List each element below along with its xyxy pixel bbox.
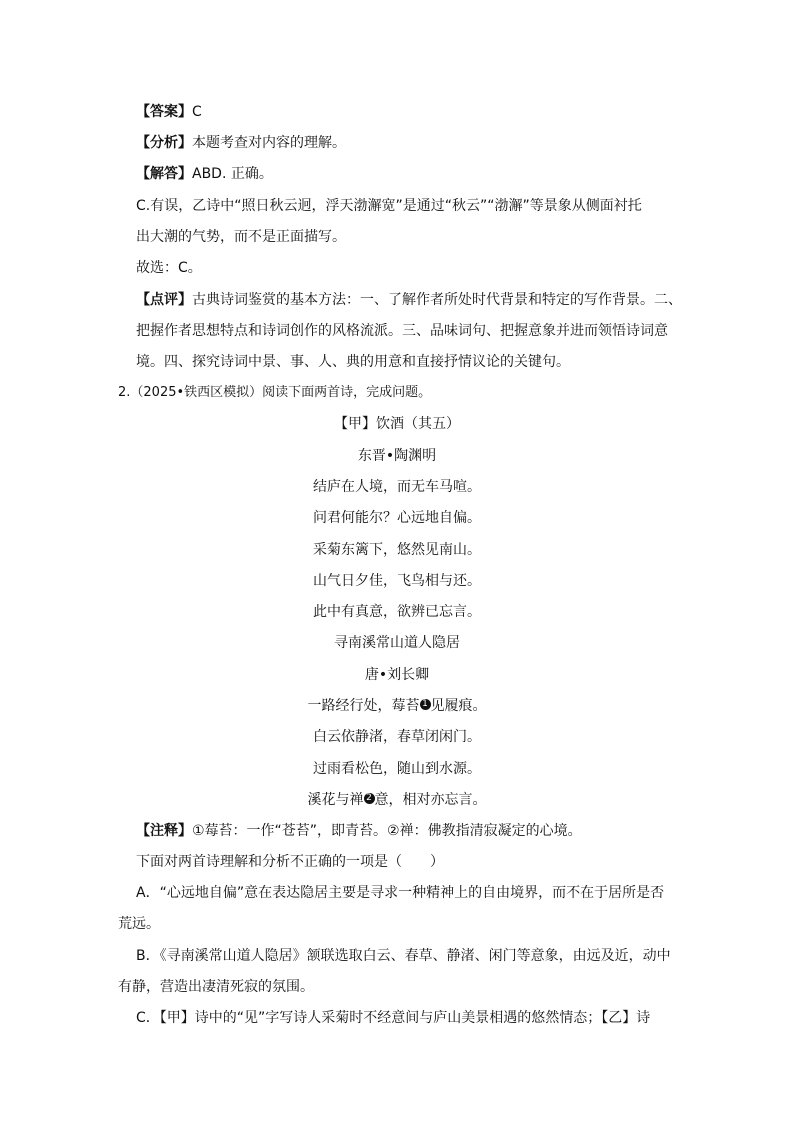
question-stem: 下面对两首诗理解和分析不正确的一项是（ ） [136, 854, 444, 870]
option-c-line1: C．【甲】诗中的“见”字写诗人采菊时不经意间与庐山美景相遇的悠然情态；【乙】诗 [136, 1010, 651, 1026]
footnote-marker-1: 1 [420, 699, 431, 710]
option-a-line2: 荒远。 [118, 916, 160, 932]
answer-line [136, 103, 202, 121]
poem2-line [0, 791, 794, 809]
note-line [136, 822, 582, 840]
comment-line1 [136, 291, 682, 309]
poem1-line: 采菊东篱下，悠然见南山。 [313, 542, 481, 558]
poem2-line4-part2: 意，相对亦忘言。 [374, 792, 487, 808]
solution-text: ABD. 正确。 [192, 166, 273, 182]
answer-tag: 【答案】 [136, 104, 192, 120]
poem1-line: 结庐在人境，而无车马喧。 [313, 479, 481, 495]
solution-line [136, 165, 273, 183]
comment-tag: 【点评】 [136, 292, 192, 308]
poem1-title: 【甲】饮酒（其五） [334, 416, 460, 432]
option-c-explanation-line1: C.有误，乙诗中“照日秋云迥，浮天渤澥宽”是通过“秋云”“渤澥”等景象从侧面衬托 [136, 198, 642, 214]
choice-line: 故选：C。 [136, 260, 202, 276]
poem2-line [0, 697, 794, 715]
option-b-line1: B．《寻南溪常山道人隐居》颔联选取白云、春草、静渚、闲门等意象，由远及近，动中 [136, 948, 671, 964]
analysis-tag: 【分析】 [136, 135, 192, 151]
option-b-line2: 有静，营造出凄清死寂的氛围。 [118, 979, 314, 995]
option-c-explanation-line2: 出大潮的气势，而不是正面描写。 [136, 229, 346, 245]
poem1-author: 东晋•陶渊明 [357, 448, 437, 464]
comment-line2: 把握作者思想特点和诗词创作的风格流派。三、品味词句、把握意象并进而领悟诗词意 [136, 323, 668, 339]
answer-text: C [192, 104, 202, 120]
analysis-line [136, 134, 346, 152]
poem2-title: 寻南溪常山道人隐居 [334, 635, 460, 651]
analysis-text: 本题考查对内容的理解。 [192, 135, 346, 151]
poem1-line: 山气日夕佳，飞鸟相与还。 [313, 573, 481, 589]
poem2-line1-part1: 一路经行处，莓苔 [307, 698, 420, 714]
poem2-line4-part1: 溪花与禅 [307, 792, 364, 808]
poem1-line: 此中有真意，欲辨已忘言。 [313, 604, 481, 620]
note-text: ①莓苔：一作“苍苔”，即青苔。②禅：佛教指清寂凝定的心境。 [192, 823, 582, 839]
poem1-line: 问君何能尔？心远地自偏。 [313, 510, 481, 526]
poem2-line: 白云依静渚，春草闭闲门。 [313, 729, 481, 745]
poem2-line1-part2: 见履痕。 [430, 698, 487, 714]
question-2-header: 2.（2025•铁西区模拟）阅读下面两首诗，完成问题。 [118, 385, 432, 400]
comment-line3: 境。四、探究诗词中景、事、人、典的用意和直接抒情议论的关键句。 [136, 354, 570, 370]
footnote-marker-2: 2 [364, 793, 375, 804]
solution-tag: 【解答】 [136, 166, 192, 182]
poem2-line: 过雨看松色，随山到水源。 [313, 761, 481, 777]
poem2-author: 唐•刘长卿 [364, 667, 430, 683]
comment-text-1: 古典诗词鉴赏的基本方法：一、了解作者所处时代背景和特定的写作背景。二、 [192, 292, 682, 308]
note-tag: 【注释】 [136, 823, 192, 839]
option-a-line1: A．“心远地自偏”意在表达隐居主要是寻求一种精神上的自由境界，而不在于居所是否 [136, 885, 665, 901]
